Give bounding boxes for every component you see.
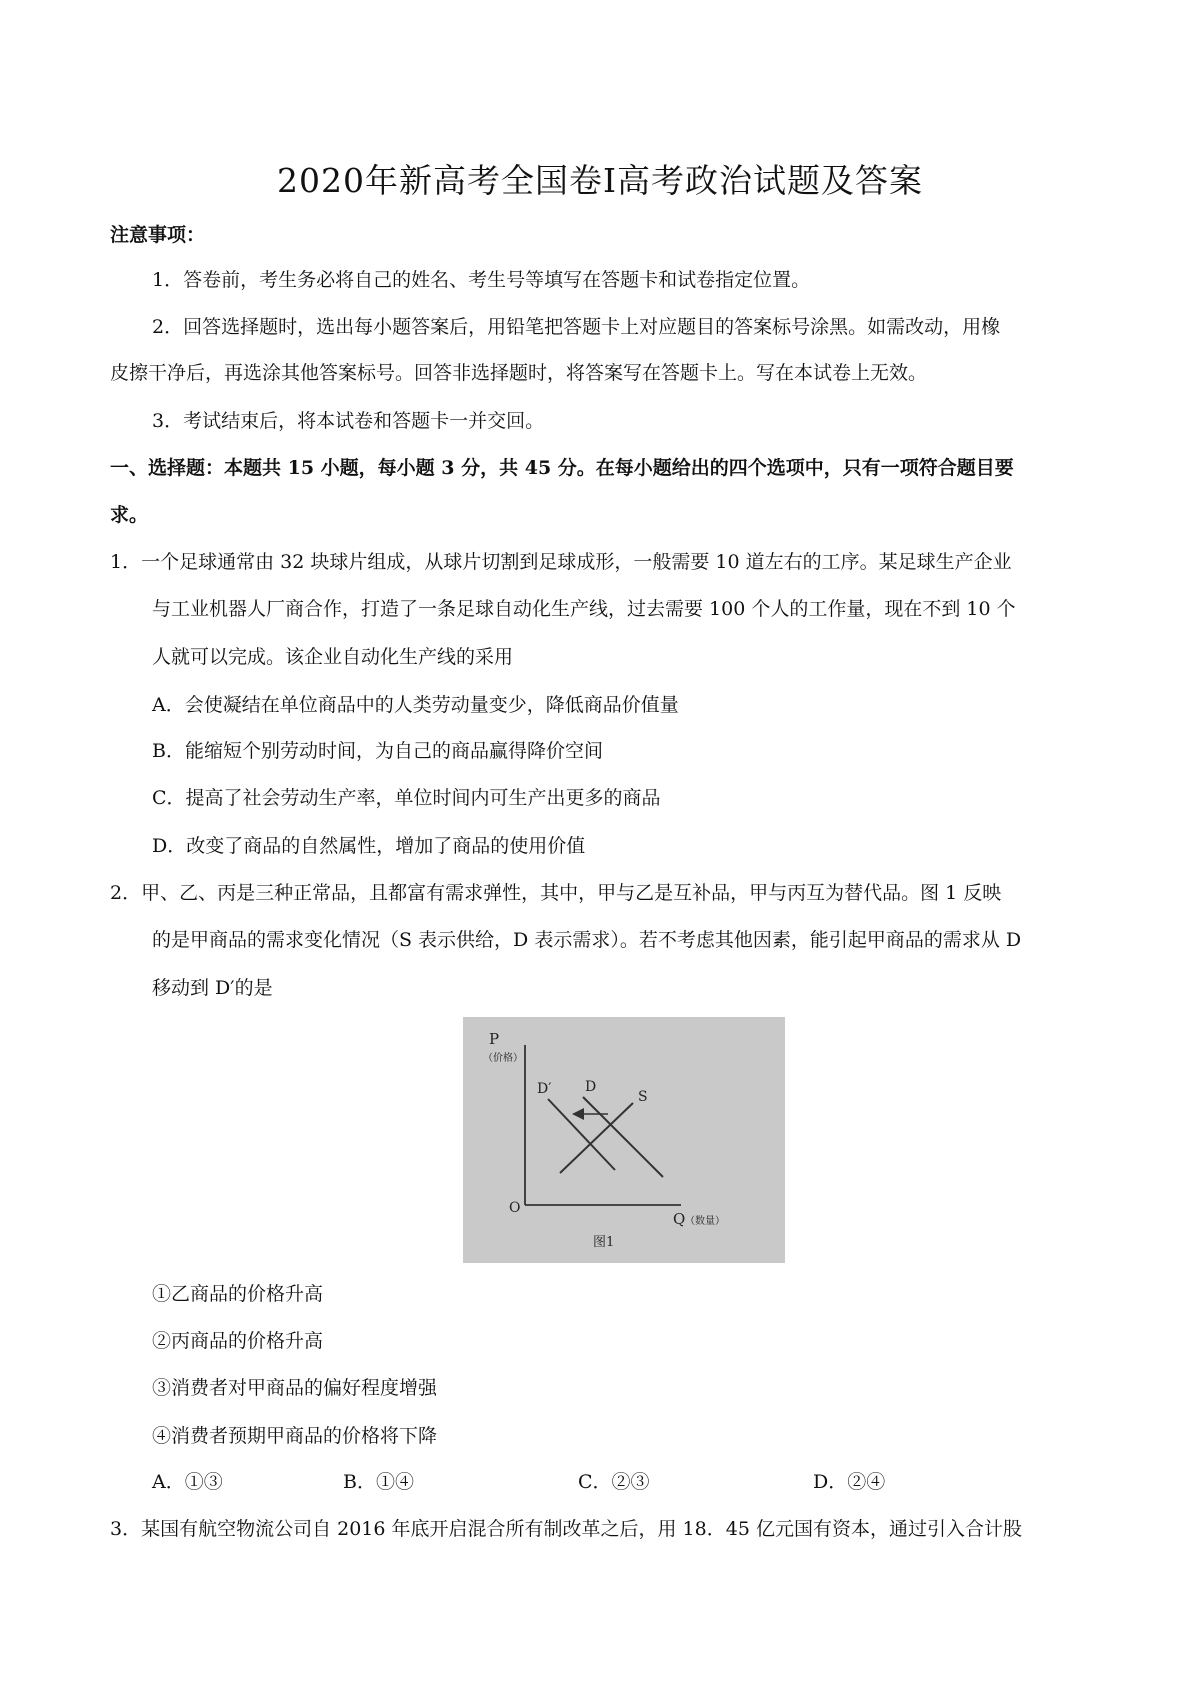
supply-demand-figure (463, 1017, 785, 1263)
q2-statement-2: ②丙商品的价格升高 (152, 1330, 324, 1352)
q2-statement-4: ④消费者预期甲商品的价格将下降 (152, 1425, 438, 1447)
page-title: 2020年新高考全国卷Ⅰ高考政治试题及答案 (276, 161, 924, 200)
notice-item-1: 1．答卷前，考生务必将自己的姓名、考生号等填写在答题卡和试卷指定位置。 (152, 269, 811, 291)
q2-option-b: B．①④ (343, 1471, 414, 1493)
q2-stem-line-3: 移动到 D′的是 (152, 977, 273, 999)
x-axis-label: Q (673, 1210, 686, 1228)
notice-item-3: 3．考试结束后，将本试卷和答题卡一并交回。 (152, 410, 545, 432)
q2-option-c: C．②③ (578, 1471, 650, 1493)
q1-option-c: C．提高了社会劳动生产率，单位时间内可生产出更多的商品 (152, 787, 661, 809)
figure-caption: 图1 (593, 1235, 615, 1250)
q1-stem-line-3: 人就可以完成。该企业自动化生产线的采用 (152, 646, 514, 668)
origin-label: O (509, 1200, 521, 1216)
q1-option-d: D．改变了商品的自然属性，增加了商品的使用价值 (152, 835, 586, 857)
notice-item-2-line-2: 皮擦干净后，再选涂其他答案标号。回答非选择题时，将答案写在答题卡上。写在本试卷上无效。 (110, 362, 928, 384)
x-axis-unit: （数量） (685, 1216, 725, 1227)
label-s: S (638, 1089, 648, 1105)
section-heading-line-2: 求。 (110, 504, 149, 526)
demand-curve-d-prime (548, 1099, 615, 1170)
q2-stem-line-1: 2．甲、乙、丙是三种正常品，且都富有需求弹性，其中，甲与乙是互补品，甲与丙互为替代品。图 1 反映 (110, 882, 1002, 904)
q2-option-a: A．①③ (152, 1471, 223, 1493)
q2-statement-3: ③消费者对甲商品的偏好程度增强 (152, 1377, 438, 1399)
q2-stem-line-2: 的是甲商品的需求变化情况（S 表示供给，D 表示需求）。若不考虑其他因素，能引起甲商品的需求从 D (152, 929, 1022, 951)
section-heading-line-1: 一、选择题：本题共 15 小题，每小题 3 分，共 45 分。在每小题给出的四个选项中，只有一项符合题目要 (110, 457, 1014, 479)
q3-stem-line-1: 3．某国有航空物流公司自 2016 年底开启混合所有制改革之后，用 18．45 亿元国有资本，通过引入合计股 (110, 1518, 1022, 1540)
y-axis-label: P (489, 1030, 500, 1048)
y-axis-unit: （价格） (483, 1053, 523, 1064)
q1-option-b: B．能缩短个别劳动时间，为自己的商品赢得降价空间 (152, 740, 603, 762)
notice-heading: 注意事项： (110, 224, 206, 246)
q1-stem-line-1: 1．一个足球通常由 32 块球片组成，从球片切割到足球成形，一般需要 10 道左右的工序。某足球生产企业 (110, 551, 1012, 573)
notice-item-2-line-1: 2．回答选择题时，选出每小题答案后，用铅笔把答题卡上对应题目的答案标号涂黑。如需改动，用橡 (152, 316, 1001, 338)
q2-statement-1: ①乙商品的价格升高 (152, 1283, 324, 1305)
label-d: D (585, 1079, 597, 1095)
q1-option-a: A．会使凝结在单位商品中的人类劳动量变少，降低商品价值量 (152, 694, 679, 716)
q1-stem-line-2: 与工业机器人厂商合作，打造了一条足球自动化生产线，过去需要 100 个人的工作量，现在不到 10 个 (152, 598, 1016, 620)
supply-demand-diagram (463, 1017, 785, 1263)
label-d-prime: D′ (537, 1081, 552, 1097)
q2-option-d: D．②④ (813, 1471, 886, 1493)
demand-curve-d (583, 1097, 663, 1177)
